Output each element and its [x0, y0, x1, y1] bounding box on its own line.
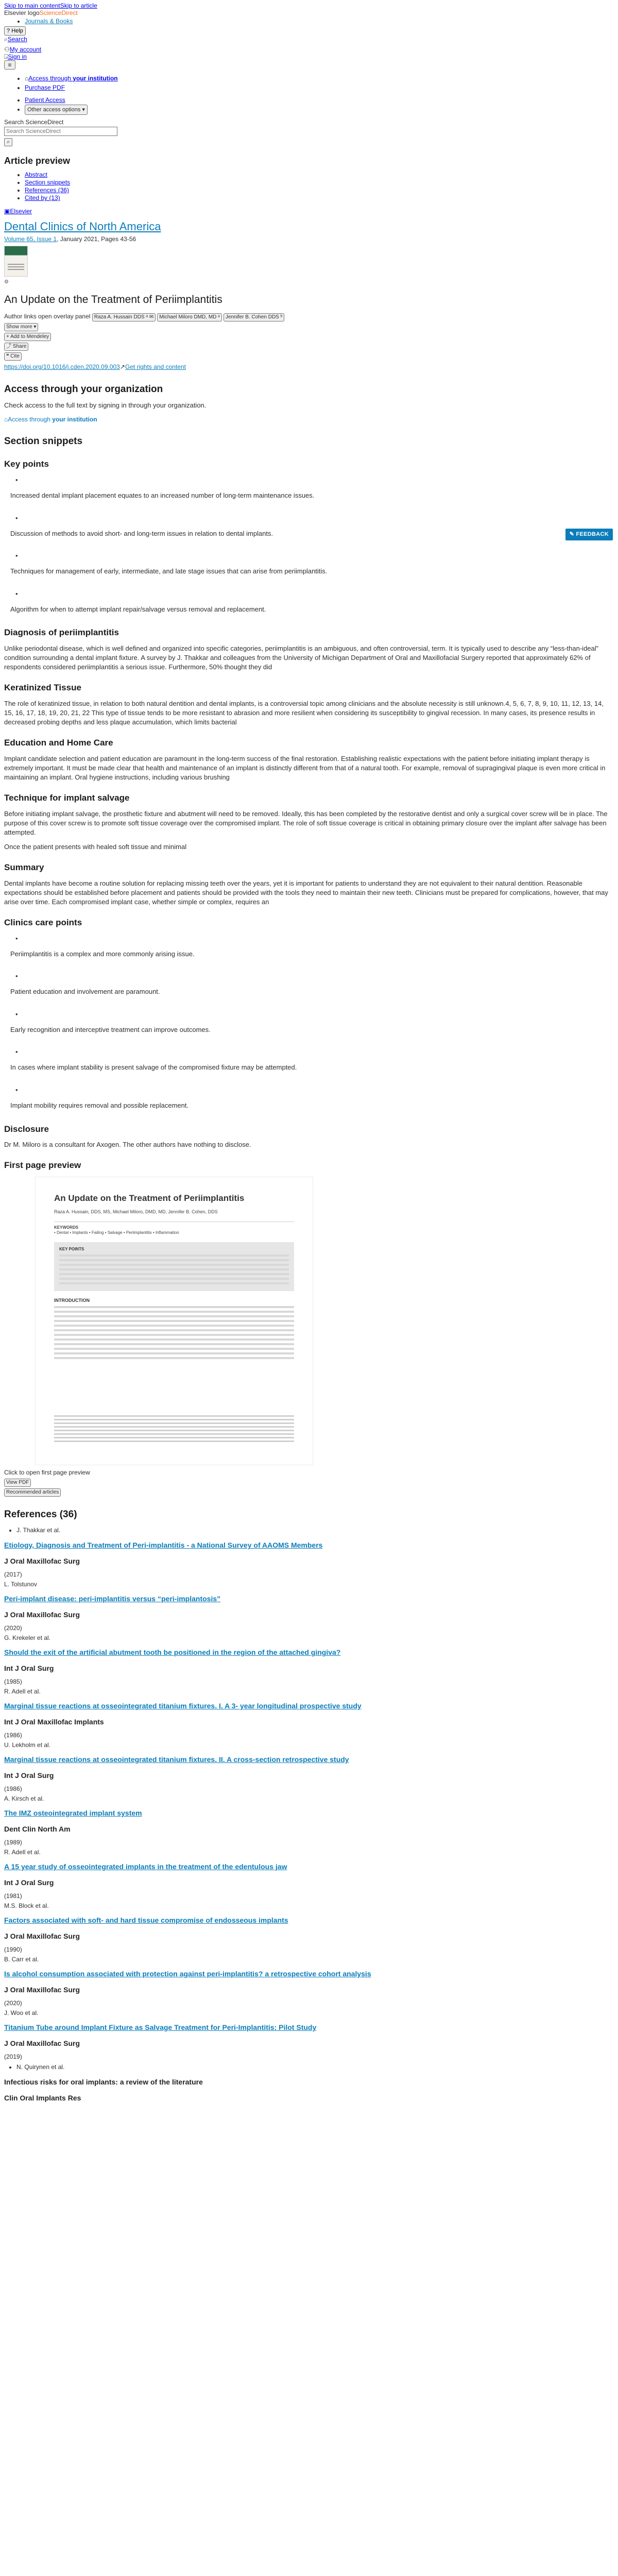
author-button[interactable]: Raza A. Hussain DDS ᵃ ✉: [92, 313, 156, 321]
external-link-icon: ↗: [119, 363, 125, 371]
account-icon: ⚇: [4, 46, 10, 53]
reference-year: (2019): [4, 2053, 22, 2060]
disclosure-heading: Disclosure: [4, 1124, 49, 1134]
reference-journal: J Oral Maxillofac Surg: [4, 1557, 80, 1566]
access-org-heading: Access through your organization: [4, 383, 163, 395]
reference-title-link[interactable]: Factors associated with soft- and hard tissue compromise of endosseous implants: [4, 1916, 288, 1925]
reference-journal: Int J Oral Surg: [4, 1878, 54, 1887]
article-preview-heading: Article preview: [4, 156, 71, 166]
chevron-down-icon: ▾: [82, 107, 85, 113]
education-text: Implant candidate selection and patient education are paramount in the long-term success of the final restoration. Establishing realistic expectations with the patient before initiating implant therapy is extremely important. It must be made clear that health and maintenance of an implant is distinctly different from that of a natural tooth. For example, removal of supragingival plaque is even more critical in maintaining an implant. Oral hygiene instructions, including various brushing: [4, 754, 606, 781]
search-icon: ⌕: [7, 139, 10, 145]
volume-info: Volume 65, Issue 1, January 2021, Pages 43-56: [4, 235, 136, 243]
cite-button[interactable]: ❝ Cite: [4, 352, 22, 361]
search-label: Search ScienceDirect: [4, 118, 64, 126]
reference-item: • N. Quirynen et al.: [16, 2063, 614, 2071]
clinics-care-heading: Clinics care points: [4, 917, 82, 927]
reference-author: R. Adell et al.: [4, 1688, 41, 1696]
summary-heading: Summary: [4, 862, 44, 872]
reference-journal: Int J Oral Surg: [4, 1771, 54, 1780]
skip-links: [4, 2, 614, 9]
rights-content-link[interactable]: Get rights and content: [125, 363, 186, 371]
journal-cover-image[interactable]: [4, 246, 28, 277]
list-item: • Patient education and involvement are paramount.: [10, 972, 614, 996]
recommended-articles-button[interactable]: Recommended articles: [4, 1488, 61, 1497]
search-submit-button[interactable]: [4, 138, 12, 146]
reference-year: (2017): [4, 1571, 22, 1579]
reference-journal: Int J Oral Maxillofac Implants: [4, 1718, 104, 1726]
reference-title-link[interactable]: Is alcohol consumption associated with protection against peri-implantitis? a retrospective cohort analysis: [4, 1970, 371, 1978]
article-title: An Update on the Treatment of Periimplantitis: [4, 294, 222, 306]
patient-access-link[interactable]: Patient Access: [25, 96, 65, 104]
disclosure-text: Dr M. Miloro is a consultant for Axogen. The other authors have nothing to disclose.: [4, 1141, 251, 1149]
reference-journal: J Oral Maxillofac Surg: [4, 1932, 80, 1941]
other-access-options-button[interactable]: Other access options ▾: [25, 105, 88, 115]
outline-cited-by-link[interactable]: Cited by (13): [25, 194, 60, 202]
preview-authors: Raza A. Hussain, DDS, MS, Michael Miloro, DMD, MD, Jennifer B. Cohen, DDS: [54, 1209, 218, 1215]
search-input[interactable]: [4, 127, 117, 136]
list-item: • Techniques for management of early, intermediate, and late stage issues that can arise from periimplantitis.: [10, 551, 614, 576]
reference-journal: Int J Oral Surg: [4, 1664, 54, 1673]
salvage-text: Before initiating implant salvage, the prosthetic fixture and abutment will need to be removed. Ideally, this has been completed by the restorative dentist and only a surgical cover screw will be in place. The purpose of this cover screw is to promote soft tissue coverage over the compromised implant. The role of soft tissue coverage is critical in obtaining primary closure over the implant after salvage has been attempted.: [4, 809, 608, 836]
list-item: • Early recognition and interceptive treatment can improve outcomes.: [10, 1010, 614, 1035]
key-points-heading: Key points: [4, 459, 49, 469]
elsevier-logo-icon: ▣: [4, 208, 10, 215]
reference-author: G. Krekeler et al.: [4, 1634, 51, 1642]
skip-to-article-link[interactable]: Skip to article: [60, 2, 97, 9]
summary-text: Dental implants have become a routine solution for replacing missing teeth over the years, yet it is important for patients to understand they are not equivalent to their natural dentition. Reasonable expectations should be established before placement and patients should be provided with the tools they need to maintain their new teeth. Clinicians must be prepared for complications, however, that may arise over time. Each compromised implant case, whether simple or complex, requires an: [4, 879, 608, 906]
open-preview-label[interactable]: Click to open first page preview: [4, 1469, 90, 1477]
sign-in-link[interactable]: Sign in: [8, 53, 27, 60]
reference-author: M.S. Block et al.: [4, 1902, 49, 1910]
first-page-preview-heading: First page preview: [4, 1160, 81, 1171]
feedback-icon: ✎: [569, 531, 575, 537]
reference-author: A. Kirsch et al.: [4, 1795, 44, 1803]
reference-journal: J Oral Maxillofac Surg: [4, 2039, 80, 2048]
outline-abstract-link[interactable]: Abstract: [25, 171, 48, 179]
first-page-preview-image[interactable]: [35, 1177, 313, 1465]
preview-footnotes: [54, 1413, 294, 1444]
reference-year: (2020): [4, 1999, 22, 2007]
doi-row: [4, 363, 614, 371]
reference-title: Infectious risks for oral implants: a review of the literature: [4, 2078, 203, 2087]
help-button[interactable]: ? Help: [4, 26, 26, 36]
reference-year: (1986): [4, 1732, 22, 1739]
education-heading: Education and Home Care: [4, 738, 113, 748]
salvage-heading: Technique for implant salvage: [4, 792, 130, 803]
reference-title-link[interactable]: The IMZ osteointegrated implant system: [4, 1809, 142, 1818]
institution-icon: ⌂: [25, 75, 29, 82]
share-icon: ⤴: [6, 344, 11, 350]
preview-intro-label: INTRODUCTION: [54, 1298, 90, 1303]
reference-author: B. Carr et al.: [4, 1956, 39, 1963]
sign-in-icon: ⍈: [4, 53, 8, 60]
keratinized-heading: Keratinized Tissue: [4, 683, 81, 693]
reference-title-link[interactable]: Titanium Tube around Implant Fixture as Salvage Treatment for Peri-Implantitis: Pilot Study: [4, 2023, 317, 2032]
clinics-care-list: [4, 934, 614, 1110]
quote-icon: ❝: [6, 353, 9, 360]
cover-settings-icon: ⚙: [4, 279, 9, 285]
references-heading: References (36): [4, 1509, 77, 1520]
reference-item: • J. Thakkar et al.: [16, 1526, 614, 1534]
reference-year: (1985): [4, 1678, 22, 1686]
elsevier-logo-icon[interactable]: Elsevier logo: [4, 9, 40, 16]
access-org-text: Check access to the full text by signing in through your organization.: [4, 401, 207, 410]
volume-issue-link[interactable]: Volume 65, Issue 1: [4, 235, 57, 243]
view-pdf-button[interactable]: View PDF: [4, 1479, 31, 1487]
reference-author: J. Woo et al.: [4, 2009, 39, 2017]
reference-author: R. Adell et al.: [4, 1849, 41, 1856]
section-snippets-heading: Section snippets: [4, 436, 83, 447]
key-points-list: [4, 476, 614, 614]
diagnosis-heading: Diagnosis of periimplantitis: [4, 628, 119, 638]
journal-title-link[interactable]: Dental Clinics of North America: [4, 219, 161, 233]
plus-icon: +: [6, 334, 9, 340]
institution-icon: ⌂: [4, 416, 8, 423]
reference-title-link[interactable]: Peri-implant disease: peri-implantitis versus “peri-implantosis”: [4, 1595, 221, 1603]
reference-journal: J Oral Maxillofac Surg: [4, 1986, 80, 1994]
list-item: • Implant mobility requires removal and possible replacement.: [10, 1086, 614, 1110]
preview-title: An Update on the Treatment of Periimplantitis: [54, 1193, 245, 1204]
reference-journal: Dent Clin North Am: [4, 1825, 71, 1834]
chevron-down-icon: ▾: [33, 324, 37, 330]
reference-journal: Clin Oral Implants Res: [4, 2094, 81, 2103]
keratinized-text: The role of keratinized tissue, in relation to both natural dentition and dental implants, is a controversial topic among clinicians and the absolute necessity is still unknown.4, 5, 6, 7, 8, 9, 10, 11, 12, 13, 14, 15, 16, 17, 18, 19, 20, 21, 22 This type of tissue tends to be more resistant to abrasion and more resilient when considering its susceptibility to gingival recession. In many cases, its presence results in decreased probing depths and less plaque accumulation, which limits bacterial: [4, 700, 604, 726]
diagnosis-text: Unlike periodontal disease, which is well defined and organized into specific categories, periimplantitis is an ambiguous, and often controversial, term. It is typically used to describe any “less-than-ideal” condition surrounding a dental implant fixture. A survey by J. Thakkar and colleagues from the University of Michigan Department of Oral and Maxillofacial Surgery reported that approximately 62% of respondents considered periimplantitis a serious issue. Furthermore, 50% thought they did: [4, 645, 598, 671]
menu-button[interactable]: ≡: [4, 60, 15, 70]
author-button[interactable]: Jennifer B. Cohen DDS ᵇ: [224, 313, 285, 321]
references-list: [4, 1526, 614, 1534]
reference-title-link[interactable]: Marginal tissue reactions at osseointegrated titanium fixtures. I. A 3- year longitudinal prospective study: [4, 1702, 362, 1710]
elsevier-publisher-link[interactable]: ▣Elsevier: [4, 208, 32, 215]
access-institution-link[interactable]: Access through your institution: [28, 75, 118, 82]
reference-year: (1990): [4, 1945, 22, 1953]
reference-title-link[interactable]: Etiology, Diagnosis and Treatment of Peri-implantitis - a National Survey of AAOMS Members: [4, 1541, 323, 1550]
reference-author: U. Lekholm et al.: [4, 1741, 51, 1749]
preview-keywords: KEYWORDS • Dental • Implants • Failing • Salvage • Periimplantitis • Inflammation: [54, 1222, 294, 1236]
journals-books-link[interactable]: Journals & Books: [25, 18, 73, 25]
author-list: [4, 311, 614, 321]
reference-title-link[interactable]: Should the exit of the artificial abutment tooth be positioned in the region of the attached gingiva?: [4, 1648, 341, 1657]
salvage-text-2: Once the patient presents with healed soft tissue and minimal: [4, 842, 187, 851]
reference-author: L. Tolstunov: [4, 1581, 37, 1588]
reference-year: (1989): [4, 1839, 22, 1846]
list-item: • In cases where implant stability is present salvage of the compromised fixture may be attempted.: [10, 1047, 614, 1072]
show-more-button[interactable]: Show more ▾: [4, 323, 38, 331]
outline-snippets-link[interactable]: Section snippets: [25, 179, 71, 187]
list-item: • Increased dental implant placement equates to an increased number of long-term maintenance issues.: [10, 476, 614, 500]
preview-key-points-box: KEY POINTS: [54, 1242, 294, 1291]
feedback-button[interactable]: ✎ FEEDBACK: [565, 529, 613, 540]
utility-buttons: [4, 26, 614, 70]
sciencedirect-logo[interactable]: ScienceDirect: [39, 9, 78, 16]
reference-title-link[interactable]: A 15 year study of osseointegrated implants in the treatment of the edentulous jaw: [4, 1862, 287, 1871]
add-to-mendeley-button[interactable]: + Add to Mendeley: [4, 333, 51, 341]
author-links-label: Author links open overlay panel: [4, 313, 91, 320]
reference-year: (2020): [4, 1624, 22, 1632]
list-item: • Periimplantitis is a complex and more commonly arising issue.: [10, 934, 614, 959]
reference-year: (1981): [4, 1892, 22, 1900]
purchase-pdf-link[interactable]: Purchase PDF: [25, 84, 65, 91]
search-link[interactable]: Search: [7, 36, 27, 43]
list-item: • Algorithm for when to attempt implant repair/salvage versus removal and replacement.: [10, 589, 614, 614]
top-nav: [4, 18, 614, 25]
reference-year: (1986): [4, 1785, 22, 1793]
my-account-link[interactable]: My account: [9, 46, 42, 53]
reference-journal: J Oral Maxillofac Surg: [4, 1611, 80, 1619]
article-outline: [4, 171, 614, 202]
logo-row: [4, 9, 614, 16]
references-list-tail: [4, 2063, 614, 2071]
access-institution-button[interactable]: ⌂Access through your institution: [4, 416, 97, 423]
reference-title-link[interactable]: Marginal tissue reactions at osseointegrated titanium fixtures. II. A cross-section retrospective study: [4, 1755, 349, 1764]
help-icon: ?: [7, 28, 10, 34]
skip-to-main-link[interactable]: Skip to main content: [4, 2, 60, 9]
author-button[interactable]: Michael Miloro DMD, MD ᵃ: [157, 313, 222, 321]
doi-link[interactable]: https://doi.org/10.1016/j.cden.2020.09.003: [4, 363, 120, 371]
access-options: [4, 74, 614, 115]
outline-references-link[interactable]: References (36): [25, 187, 70, 194]
share-button[interactable]: ⤴ Share: [4, 343, 28, 351]
search-icon: ⌕: [4, 36, 8, 43]
list-item: • Discussion of methods to avoid short- and long-term issues in relation to dental implants.: [10, 514, 614, 538]
